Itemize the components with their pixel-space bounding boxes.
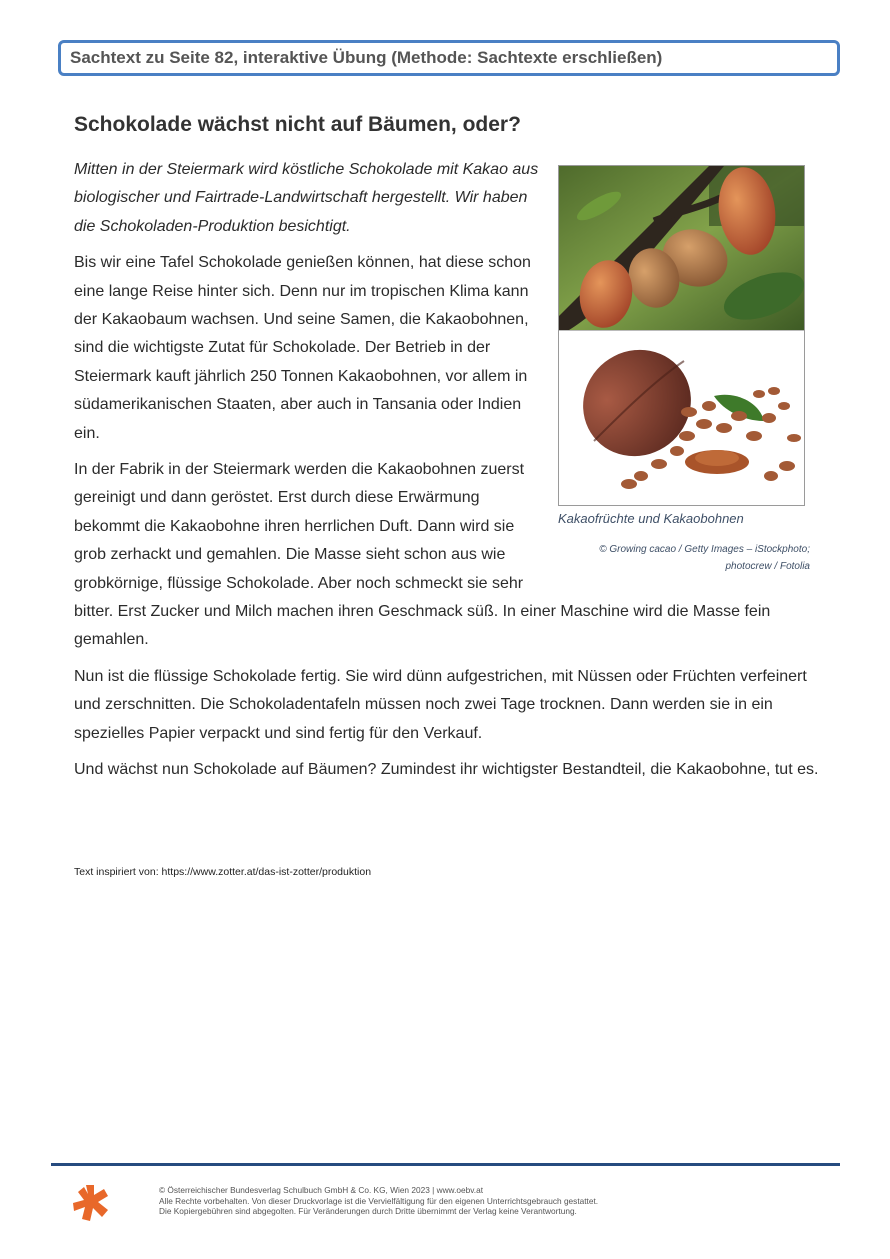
footer-line-2: Alle Rechte vorbehalten. Von dieser Druckvorlage ist die Vervielfältigung für den eigenen Unterrichtsgebrauch gestattet. (159, 1195, 599, 1206)
article-paragraph-2-start: In der Fabrik in der Steiermark werden die Kakaobohnen zuerst gereinigt und dann geröstet. Erst durch diese Erwärmung bekommt die Kakaobohne ihren herrlichen Duft. Dann wird sie grob zerhackt und gemahlen. Die Masse sieht schon aus wie grobkörnige, flüssige Schokolade. Aber noch schmeckt sie sehr (74, 461, 525, 592)
article-title: Schokolade wächst nicht auf Bäumen, oder? (74, 113, 521, 136)
cocoa-photo (558, 165, 805, 506)
figure-credit-line-2: photocrew / Fotolia (725, 561, 810, 572)
cocoa-illustration (559, 166, 805, 506)
article-paragraph-1: Bis wir eine Tafel Schokolade genießen können, hat diese schon eine lange Reise hinter sich. Denn nur im tropischen Klima kann der Kakaobaum wachsen. Und seine Samen, die Kakaobohnen, sind die wichtigste Zutat für Schokolade. Der Betrieb in der Steiermark kauft jährlich 250 Tonnen Kakaobohnen, vor allem in südamerikanischen Staaten, aber auch in Tansania oder Indien ein. (74, 254, 531, 442)
figure-caption: Kakaofrüchte und Kakaobohnen (558, 511, 744, 526)
source-note: Text inspiriert von: https://www.zotter.at/das-ist-zotter/produktion (74, 866, 372, 878)
article-body-wide (74, 598, 836, 792)
article-body-narrow (74, 156, 544, 606)
footer-copyright (159, 1185, 598, 1217)
oebv-logo-icon (72, 1183, 112, 1223)
footer-divider (51, 1163, 840, 1166)
figure (558, 165, 814, 575)
page-header-box (58, 40, 840, 76)
page-header-title: Sachtext zu Seite 82, interaktive Übung (Methode: Sachtexte erschließen) (70, 48, 663, 67)
publisher-logo (72, 1183, 112, 1228)
figure-credit (558, 541, 810, 575)
article-paragraph-4: Und wächst nun Schokolade auf Bäumen? Zumindest ihr wichtigster Bestandteil, die Kakaobohne, tut es. (74, 761, 819, 779)
footer-line-1: © Österreichischer Bundesverlag Schulbuch GmbH & Co. KG, Wien 2023 | www.oebv.at (159, 1185, 483, 1195)
article-paragraph-3: Nun ist die flüssige Schokolade fertig. Sie wird dünn aufgestrichen, mit Nüssen oder Früchten verfeinert und zerschnitten. Die Schokoladentafeln müssen noch zwei Tage trocknen. Dann werden sie in ein spezielles Papier verpackt und sind fertig für den Verkauf. (74, 667, 807, 742)
article-intro: Mitten in der Steiermark wird köstliche Schokolade mit Kakao aus biologischer und Fairtrade-Landwirtschaft hergestellt. Wir haben die Schokoladen-Produktion besichtigt. (74, 161, 539, 235)
footer-line-3: Die Kopiergebühren sind abgegolten. Für Veränderungen durch Dritte übernimmt der Verlag keine Verantwortung. (159, 1206, 577, 1216)
figure-credit-line-1: © Growing cacao / Getty Images – iStockphoto; (599, 544, 810, 555)
article-paragraph-2-end: bitter. Erst Zucker und Milch machen ihren Geschmack süß. In einer Maschine wird die Masse fein gemahlen. (74, 603, 771, 649)
